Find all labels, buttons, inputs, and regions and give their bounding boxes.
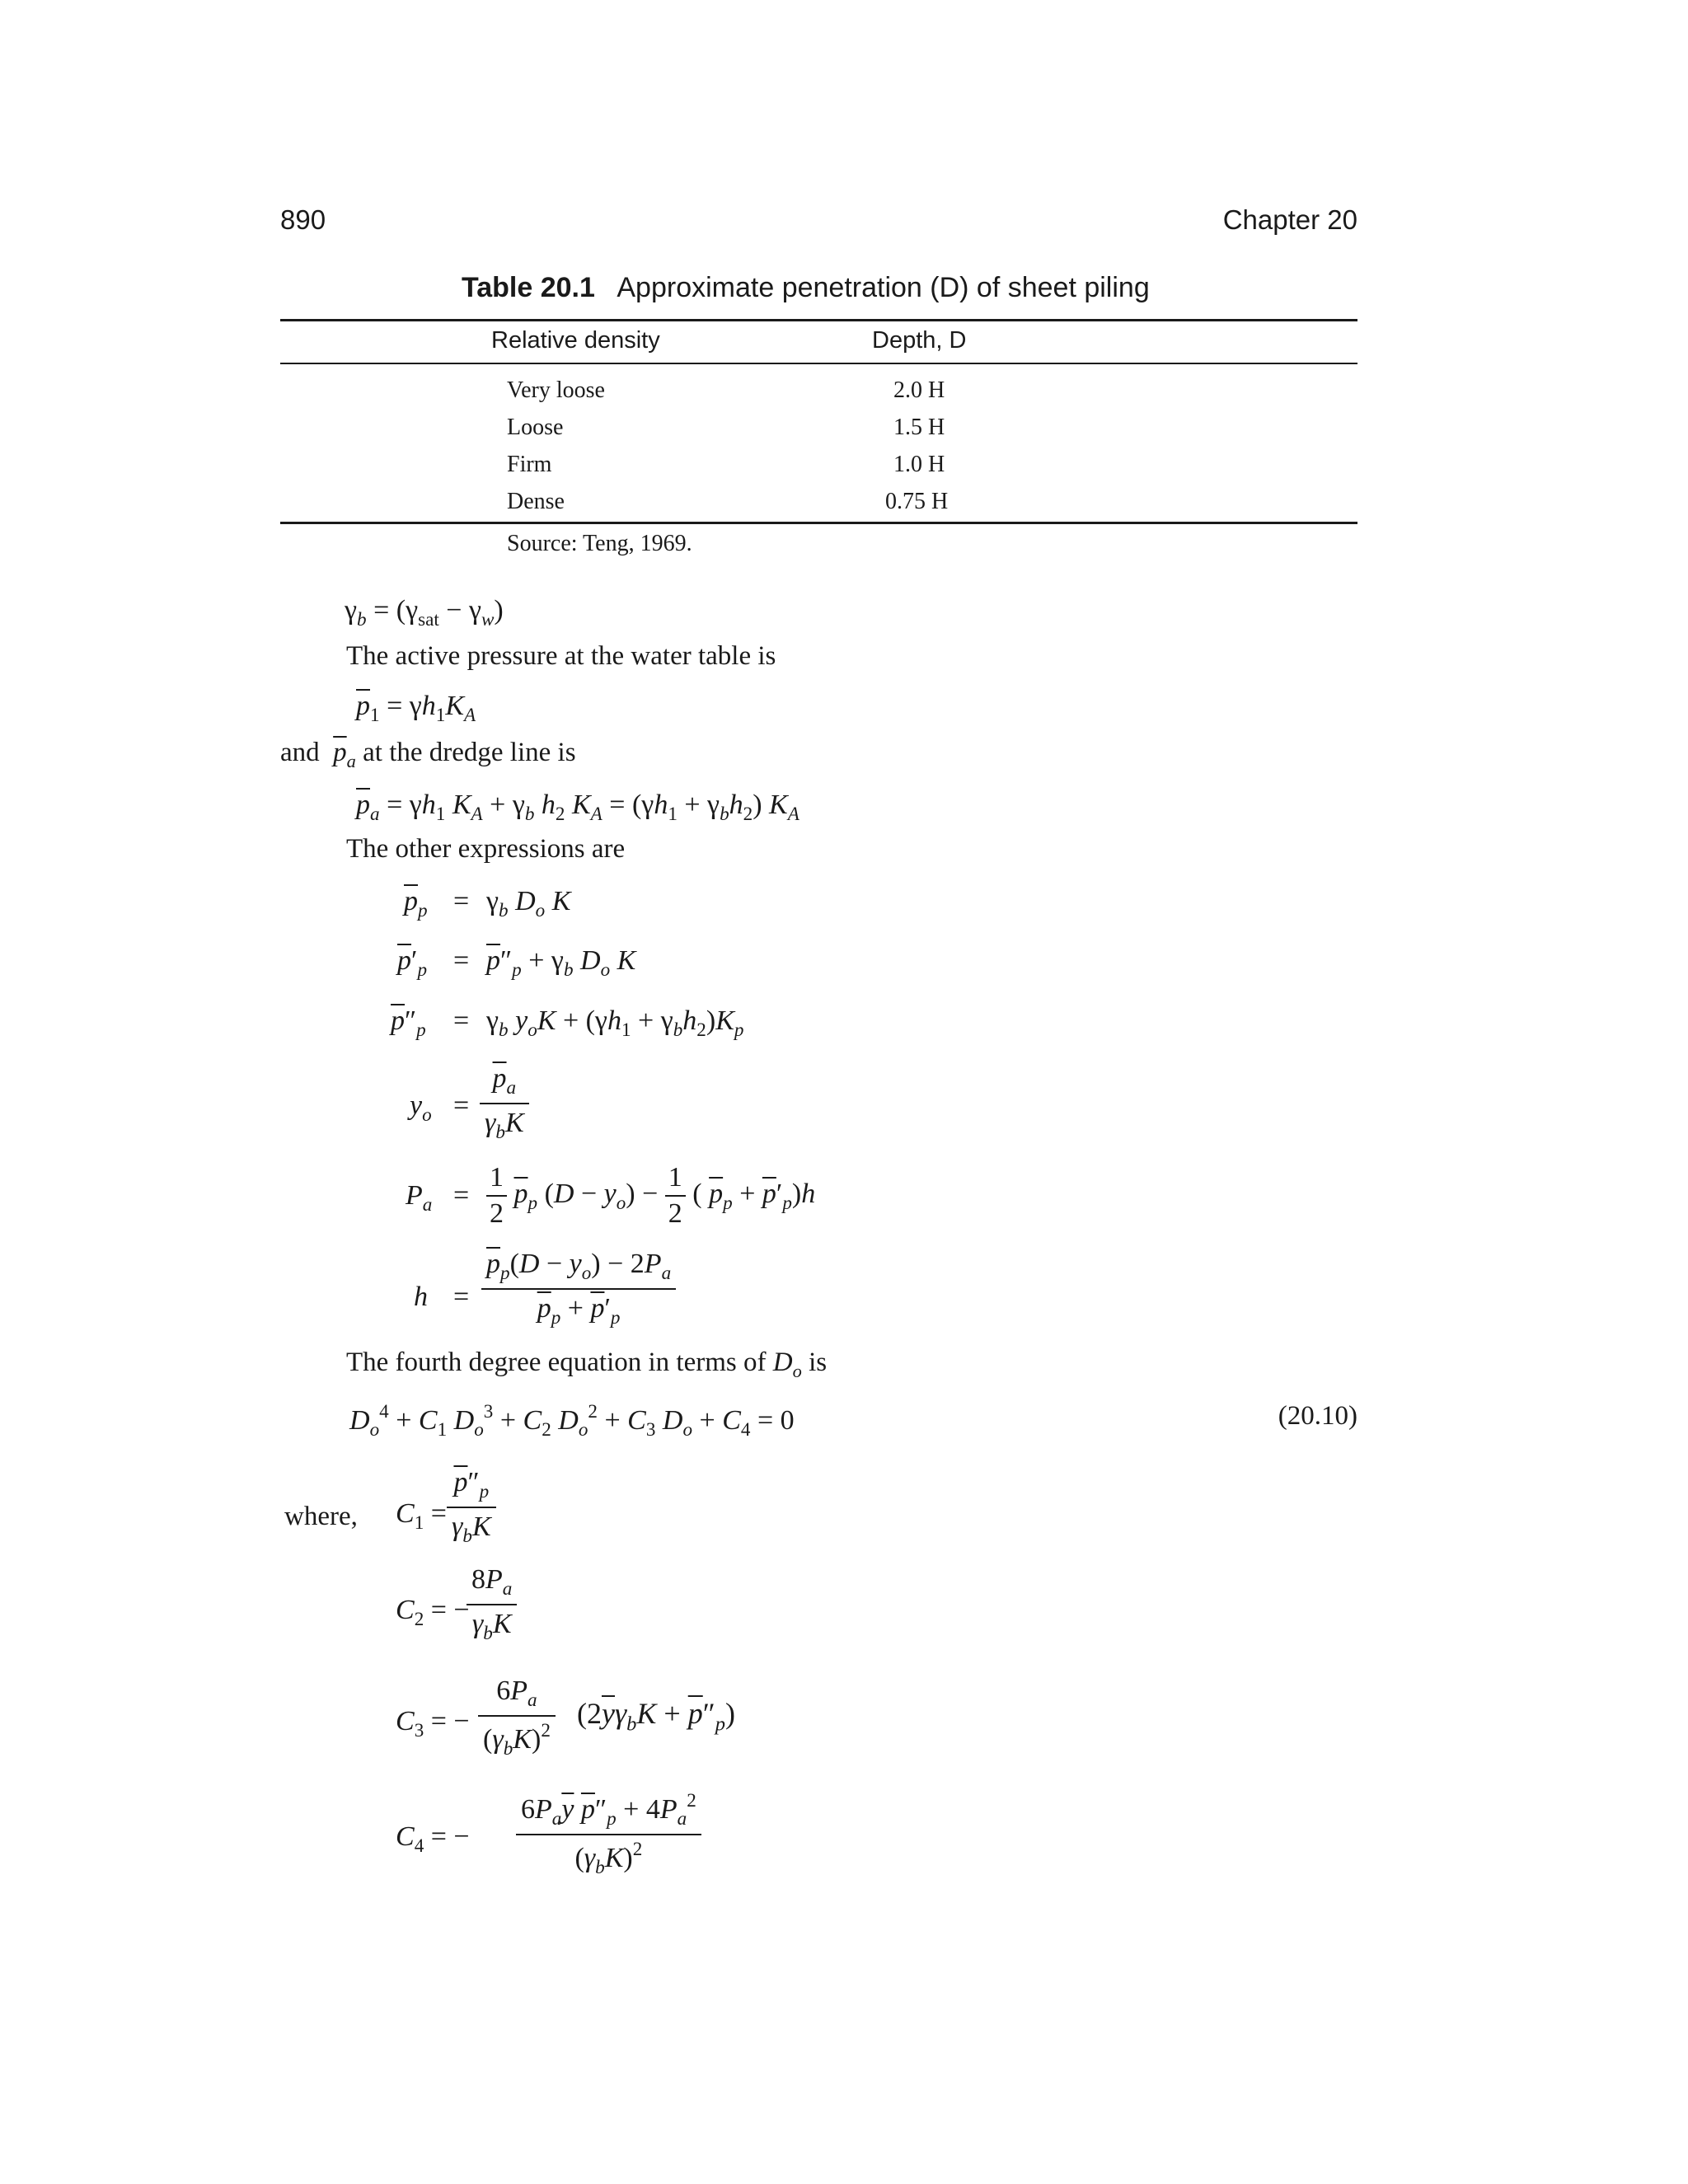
equation-number: (20.10) (1278, 1401, 1357, 1431)
column-header-relative-density: Relative density (491, 327, 660, 354)
text-and-line: and $\overline{p}_a$ at the dredge line is (280, 738, 576, 771)
chapter-title: Chapter 20 (1222, 204, 1357, 235)
equation-pp-dprime-lhs: $\overline{p}''_p$ (391, 1005, 426, 1042)
equation-20-10: $D_o^4 + C_1$ $D_o^3 + C_2$ $D_o^2 + C_3$ $D_o + C_4 = 0$ (349, 1401, 795, 1441)
equals-sign: = (453, 1180, 470, 1211)
table-cell: Dense (507, 489, 565, 514)
equation-p1: $\overline{p}_1 = \gamma h_1K_A$ (356, 691, 476, 727)
table-top-rule (280, 319, 1357, 321)
fraction-h: $\frac{\overline{p}_p(D - y_o) - 2P_a}{\overline{p}_p + \overline{p}'_p}$ (481, 1249, 676, 1329)
equation-pa: $\overline{p}_a = \gamma h_1$ $K_A + \gamma_b$ $h_2$ $K_A = (\gamma h_1 + \gamma_bh_2)$ $K_A$ (356, 790, 799, 826)
equation-C3-lhs: $C_3$ = − (396, 1706, 470, 1742)
table-cell: Loose (507, 415, 564, 440)
equals-sign: = (453, 1005, 470, 1036)
equation-pp-dprime-rhs: $\gamma_b$ $y_oK + (\gamma h_1 + \gamma_bh_2)K_p$ (486, 1005, 744, 1042)
table-source: Source: Teng, 1969. (507, 531, 692, 556)
equation-Pa-lhs: $P_a$ (406, 1180, 433, 1216)
text-active-pressure: The active pressure at the water table is (346, 641, 776, 671)
page-number: 890 (280, 204, 326, 235)
table-header-rule (280, 363, 1357, 364)
equation-C2-lhs: $C_2$ = − (396, 1595, 470, 1631)
equals-sign: = (453, 1282, 470, 1312)
table-cell: 0.75 H (885, 489, 949, 514)
text-other-expressions: The other expressions are (346, 834, 626, 864)
equation-h-lhs: h (414, 1282, 428, 1312)
table-cell: 1.0 H (893, 452, 945, 477)
text-fourth-degree-intro: The fourth degree equation in terms of (346, 1347, 767, 1377)
equation-C1-lhs: $C_1$ = (396, 1498, 447, 1535)
equation-pp-prime-lhs: $\overline{p}'_p$ (397, 945, 427, 982)
table-cell: 1.5 H (893, 415, 945, 440)
table-bottom-rule (280, 522, 1357, 524)
equals-sign: = (453, 886, 470, 916)
table-cell: 2.0 H (893, 377, 945, 403)
table-caption (462, 272, 1150, 304)
fraction-C4: $6P_a\overline{y}$ $\overline{p}''_p + 4P_a^2$ $(\gamma_bK)^2$ (516, 1790, 701, 1879)
equals-sign: = (453, 1090, 470, 1121)
text-at-dredge: at the dredge line is (363, 738, 576, 767)
text-where: where, (284, 1502, 358, 1531)
equals-sign: = (453, 945, 470, 976)
table-label: Table 20.1 (462, 272, 595, 303)
table-cell: Very loose (507, 377, 605, 403)
fraction-C1: $\overline{p}''_p$ $\gamma_bK$ (447, 1467, 496, 1548)
equation-pp-lhs: $\overline{p}_p$ (404, 886, 428, 922)
text-and: and (280, 738, 320, 767)
equation-C3-factor: $(2\overline{y}\gamma_bK + \overline{p}''_p)$ (577, 1697, 735, 1736)
equation-Pa-rhs: $\frac{1}{2}$ $\overline{p}_p$ $(D - y_o)$ − $\frac{1}{2}$ ( $\overline{p}_p + \overline{p}'_p)h$ (486, 1162, 815, 1230)
table-cell: Firm (507, 452, 552, 477)
fraction-C3: $6P_a$ $(\gamma_bK)^2$ (478, 1675, 556, 1760)
equation-pp-prime-rhs: $\overline{p}''_p + \gamma_b$ $D_o$ K (486, 945, 636, 982)
fraction-yo: $\overline{p}_a$ $\gamma_bK$ (480, 1063, 529, 1144)
table-caption-text: Approximate penetration (D) of sheet piling (617, 272, 1150, 303)
equation-pp-rhs: $\gamma_b$ $D_o$ K (486, 886, 571, 922)
equation-yo-lhs: $y_o$ (410, 1090, 432, 1127)
text-fourth-degree: The fourth degree equation in terms of $D_o$ is (346, 1347, 828, 1381)
fraction-C2: $8P_a$ $\gamma_bK$ (467, 1564, 517, 1645)
equation-gamma-b: $\gamma_b = (\gamma_{sat} - \gamma_w)$ (345, 595, 504, 631)
column-header-depth: Depth, D (872, 327, 967, 354)
text-is: is (809, 1347, 828, 1377)
equation-C4-lhs: $C_4$ = − (396, 1821, 470, 1858)
